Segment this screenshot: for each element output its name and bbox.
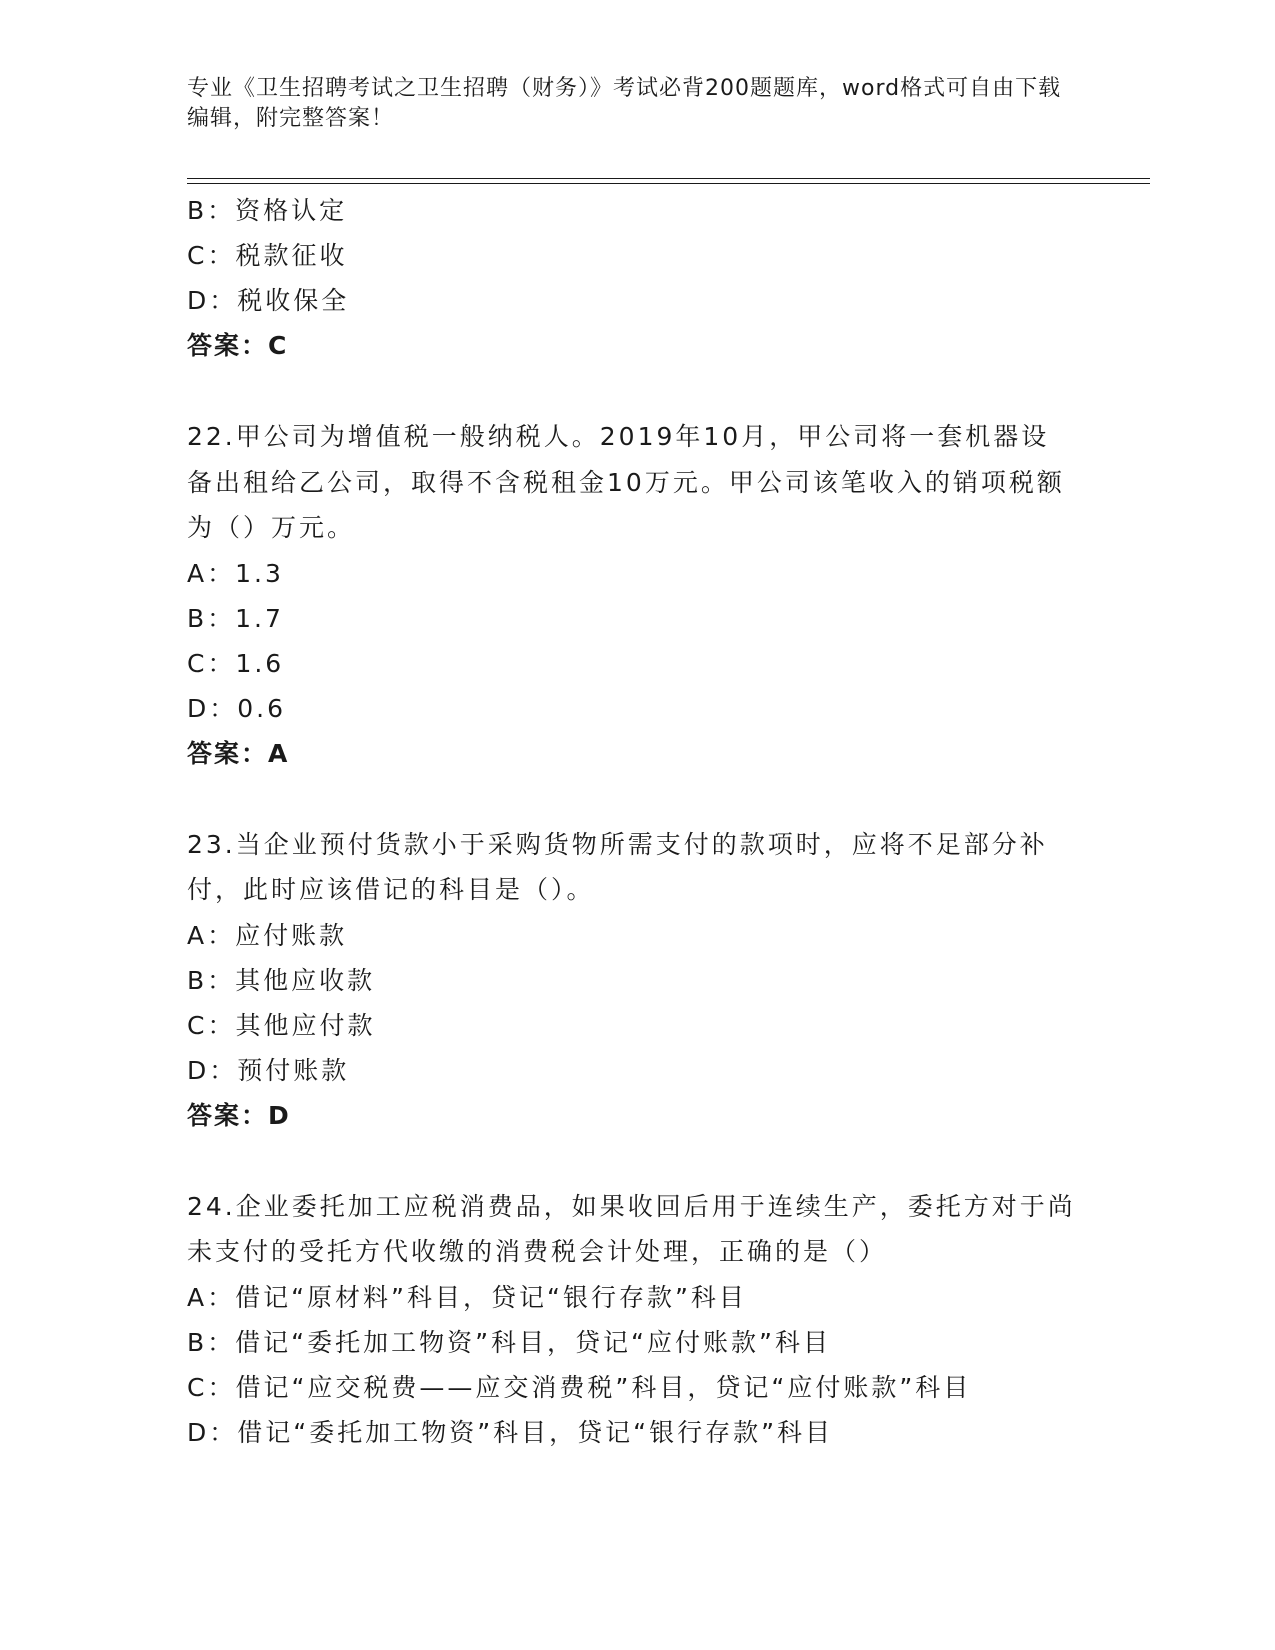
option-b: B：借记“委托加工物资”科目，贷记“应付账款”科目 [187,1327,831,1357]
option-b: B：其他应收款 [187,965,376,995]
question-text: 24.企业委托加工应税消费品，如果收回后用于连续生产，委托方对于尚未支付的受托方代收缴的消费税会计处理，正确的是（） [187,1191,1076,1266]
answer: 答案：C [187,331,289,360]
option-a: A：应付账款 [187,920,348,950]
option-b: B：资格认定 [187,196,348,225]
option-b: B：1.7 [187,603,284,633]
option-d: D：借记“委托加工物资”科目，贷记“银行存款”科目 [187,1417,834,1447]
option-c: C：1.6 [187,648,285,678]
answer: 答案：A [187,738,290,768]
option-a: A：1.3 [187,558,284,588]
option-d: D：0.6 [187,693,287,723]
option-d: D：预付账款 [187,1055,350,1085]
answer: 答案：D [187,1100,291,1130]
question-24 [187,1184,1077,1455]
option-c: C：其他应付款 [187,1010,376,1040]
question-23 [187,822,1077,1138]
question-text: 22.甲公司为增值税一般纳税人。2019年10月，甲公司将一套机器设备出租给乙公司，取得不含税租金10万元。甲公司该笔收入的销项税额为（）万元。 [187,422,1065,542]
option-d: D：税收保全 [187,286,350,315]
option-a: A：借记“原材料”科目，贷记“银行存款”科目 [187,1282,747,1312]
header-divider-bottom [187,183,1150,184]
prev-question-tail [187,188,1077,368]
header-divider-top [187,178,1150,179]
option-c: C：借记“应交税费——应交消费税”科目，贷记“应付账款”科目 [187,1372,972,1402]
question-list [187,188,1077,1455]
question-text: 23.当企业预付货款小于采购货物所需支付的款项时，应将不足部分补付，此时应该借记的科目是（）。 [187,829,1048,904]
document-header: 专业《卫生招聘考试之卫生招聘（财务）》考试必背200题题库，word格式可自由下载编辑，附完整答案！ [187,76,1062,131]
option-c: C：税款征收 [187,241,348,270]
question-22 [187,414,1077,776]
